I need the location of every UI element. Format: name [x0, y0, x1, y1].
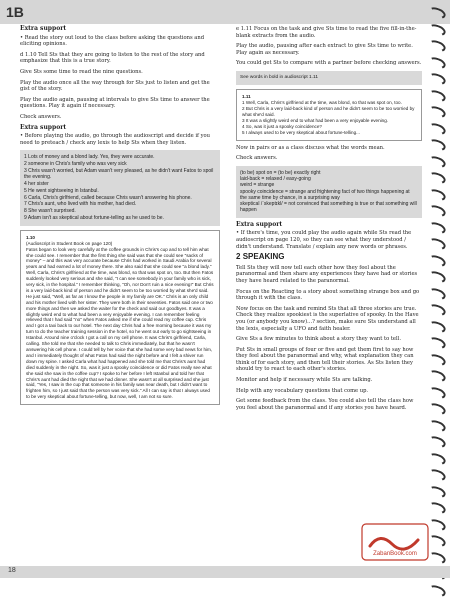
binding-ring	[427, 319, 447, 335]
answer-item: 5 He went sightseeing in Istanbul.	[24, 187, 99, 194]
binding-ring	[427, 187, 447, 203]
binding-ring	[427, 484, 447, 500]
extra-support-text-2: • Before playing the audio, go through the audioscript and decide if you need to preteach / check any lexis to help Sts when they listen.	[20, 133, 211, 146]
audioscript-header-2: 1.11	[242, 94, 251, 100]
answer-item: 2 someone in Chris's family who was very sick	[24, 161, 127, 168]
extra-support-heading-2: Extra support	[20, 123, 67, 131]
answer-list	[20, 150, 220, 225]
answer-item: 1 Lots of money and a blond lady. Yes, they were accurate.	[24, 154, 155, 161]
footer-bar	[0, 566, 450, 578]
right-column	[236, 26, 422, 415]
binding-ring	[427, 434, 447, 450]
spiral-binding	[428, 8, 446, 548]
binding-ring	[427, 418, 447, 434]
binding-ring	[427, 88, 447, 104]
binding-ring	[427, 154, 447, 170]
vocab-item: (to be) spot on = (to be) exactly right	[240, 169, 321, 176]
extra-support-text: • Read the story out loud to the class before asking the questions and eliciting opinions.	[20, 34, 205, 48]
extra-support-heading-3: Extra support	[236, 220, 283, 228]
audioscript-text: Fatos began to look very carefully at the coffee grounds in Chris's cup and to tell him what she could see. I remember that the first thing she said was that she could see "sacks of money" – and this was very accurate because Chris had worked in Saudi Arabia for several years and had earned a lot of money there. She also said that she could see "a blond lady." Well, Carla, Chris's girlfriend at the time, was blond, so that was spot on, too. But then Fatos suddenly looked very serious and she said, "I can see somebody in your family who is sick, very sick, in the hospital." I remember thinking, "Oh, no! Don't ruin a nice evening!" But Chris is a very laid-back kind of person and he didn't seem to be too worried by what she'd said. He just said, "Well, as far as I know the people in my family are OK." Chris is an only child and his mother lived with her sister. They were both in their seventies. Fatos said one or two more things and then we asked the waiter for the check and said our goodbyes. It was a slightly weird end to what had been a very enjoyable evening. I can remember feeling relieved that I had said "no" when Fatos asked me if she could read my coffee cup. Chris and I got a taxi back to our hotel. The next day Chris had a free morning because it was my turn to do the teacher training session in the hotel, so he went out early to go sightseeing in Istanbul. Around nine o'clock I got a call on my cell phone. It was Chris's girlfriend, Carla, calling. She told me that she needed to talk to Chris immediately, but that he wasn't answering his cell phone. I could tell by her voice that she had some very bad news for him, and I immediately thought of what Fatos had said the night before and I felt a shiver run down my spine. I asked Carla what had happened and she told me that Chris's aunt had died suddenly in the night. So, was it just a spooky coincidence or did Fatos really see what she said she saw in the coffee cup? I spoke to her before I left Istanbul and told her that Chris's aunt had died the night that we had dinner. She wasn't at all surprised and she just said, "Yes, I saw in the cup that someone in his family was near death, but I didn't want to frighten him, so I just said that the person was very sick." All I can say is that I always used to be very skeptical about fortune-telling, but now, well, I am not so sure.	[26, 246, 214, 400]
speak-p8: Get some feedback from the class. You could also tell the class how you feel about the paranormal and if any stories you have heard.	[236, 398, 414, 411]
binding-ring	[427, 203, 447, 219]
script-line: 5 I always used to be very skeptical about fortune-telling...	[242, 129, 360, 135]
vocab-item: skeptical /ˈskeptɪkl/ = not convinced that something is true or that something will happen	[240, 201, 417, 214]
script-line: 4 So, was it just a spooky coincidence?	[242, 123, 322, 129]
binding-ring	[427, 401, 447, 417]
script-line: 2 But Chris is a very laid-back kind of person and he didn't seem to be too worried by what she'd said.	[242, 105, 415, 117]
step-d-p2: Give Sts some time to read the nine questions.	[20, 68, 143, 75]
binding-ring	[427, 121, 447, 137]
binding-ring	[427, 385, 447, 401]
binding-ring	[427, 253, 447, 269]
unit-label: 1B	[6, 4, 24, 20]
binding-ring	[427, 583, 447, 598]
extra-support-text-3: • If there's time, you could play the audio again while Sts read the audioscript on page 120, so they can see what they understood / didn't understand. Translate / explain any new words or phrases.	[236, 230, 412, 250]
binding-ring	[427, 269, 447, 285]
section-number: 2	[236, 252, 241, 262]
speak-p5: Put Sts in small groups of four or five and get them first to say how they feel about the paranormal and why, what explanation they can think of for each story, and then tell their stories. As Sts listen they should try to react to each other's stories.	[236, 346, 414, 373]
audioscript-sub: (Audioscript in Student Book on page 120)	[26, 240, 113, 246]
binding-ring	[427, 302, 447, 318]
binding-ring	[427, 286, 447, 302]
speak-p1: Tell Sts they will now tell each other how they feel about the paranormal and then share any experiences they have had or stories they have heard related to the paranormal.	[236, 264, 418, 284]
answer-item: 7 Chris's aunt, who lived with his mother, had died.	[24, 201, 137, 208]
binding-ring	[427, 104, 447, 120]
script-line: 3 It was a slightly weird end to what had been a very enjoyable evening.	[242, 117, 389, 123]
binding-ring	[427, 22, 447, 38]
binding-ring	[427, 451, 447, 467]
binding-ring	[427, 352, 447, 368]
step-e-p3: You could get Sts to compare with a partner before checking answers.	[236, 60, 422, 67]
binding-ring	[427, 38, 447, 54]
step-d-text: d 1.10 Tell Sts that they are going to listen to the rest of the story and emphasize that this is a true story.	[20, 51, 205, 65]
speak-p6: Monitor and help if necessary while Sts are talking.	[236, 377, 373, 384]
section-label: SPEAKING	[242, 252, 285, 262]
step-d-p3: Play the audio once all the way through for Sts just to listen and get the gist of the story.	[20, 79, 210, 93]
zabanbook-logo	[360, 522, 430, 562]
header-bar	[0, 0, 450, 24]
binding-ring	[427, 137, 447, 153]
binding-ring	[427, 71, 447, 87]
extra-support-heading: Extra support	[20, 25, 67, 32]
binding-ring	[427, 170, 447, 186]
audioscript-box	[20, 230, 220, 405]
binding-ring	[427, 335, 447, 351]
answer-item: 6 Carla, Chris's girlfriend, called because Chris wasn't answering his phone.	[24, 194, 192, 201]
audioscript-box-2	[236, 89, 422, 140]
audioscript-header: 1.10	[26, 234, 35, 240]
answer-item: 8 She wasn't surprised.	[24, 208, 76, 215]
step-d-p4: Play the audio again, pausing at intervals to give Sts time to answer the questions. Play it again if necessary.	[20, 96, 210, 110]
pairs-text: Now in pairs or as a class discuss what the words mean.	[236, 144, 385, 151]
see-words-note: See words in bold in audioscript 1.11	[236, 71, 422, 85]
answer-item: 9 Adam isn't as skeptical about fortune-telling as he used to be.	[24, 214, 164, 221]
speak-p4: Give Sts a few minutes to think about a story they want to tell.	[236, 336, 401, 343]
speak-p3: Now focus on the task and remind Sts that all three stories are true. Check they realize spookiest is the superlative of spooky. In the Have you (or anybody you know)...? section, make sure Sts understand all the lexis, especially a UFO and faith healer.	[236, 305, 419, 332]
answer-item: 3 Chris wasn't worried, but Adam wasn't very pleased, as he didn't want Fatos to spoil the evening.	[24, 167, 214, 181]
vocab-item: spooky coincidence = strange and frightening fact of two things happening at the same time by chance, in a surprising way	[240, 188, 410, 201]
vocab-item: laid-back = relaxed / easy-going	[240, 176, 311, 182]
binding-ring	[427, 220, 447, 236]
binding-ring	[427, 55, 447, 71]
binding-ring	[427, 368, 447, 384]
section-title	[236, 254, 422, 261]
page-number: 18	[8, 567, 16, 574]
binding-ring	[427, 467, 447, 483]
vocab-list	[236, 166, 422, 218]
step-d-p5: Check answers.	[20, 113, 62, 120]
logo-text: ZabanBook.com	[373, 551, 417, 557]
answer-item: 4 her sister	[24, 181, 49, 187]
script-line: 1 Well, Carla, Chris's girlfriend at the time, was blond, so that was spot on, too.	[242, 100, 402, 106]
step-e-p2: Play the audio, pausing after each extract to give Sts time to write. Play again as necessary.	[236, 43, 413, 56]
check-answers: Check answers.	[236, 155, 278, 162]
binding-ring	[427, 500, 447, 516]
speak-p7: Help with any vocabulary questions that come up.	[236, 387, 369, 394]
left-column	[20, 26, 220, 409]
speak-p2: Focus on the Reacting to a story about something strange box and go through it with the class.	[236, 288, 420, 302]
vocab-item: weird = strange	[240, 182, 275, 189]
binding-ring	[427, 5, 447, 21]
binding-ring	[427, 236, 447, 252]
step-e-text: e 1.11 Focus on the task and give Sts time to read the five fill-in-the-blank extracts from the audio.	[236, 26, 417, 39]
